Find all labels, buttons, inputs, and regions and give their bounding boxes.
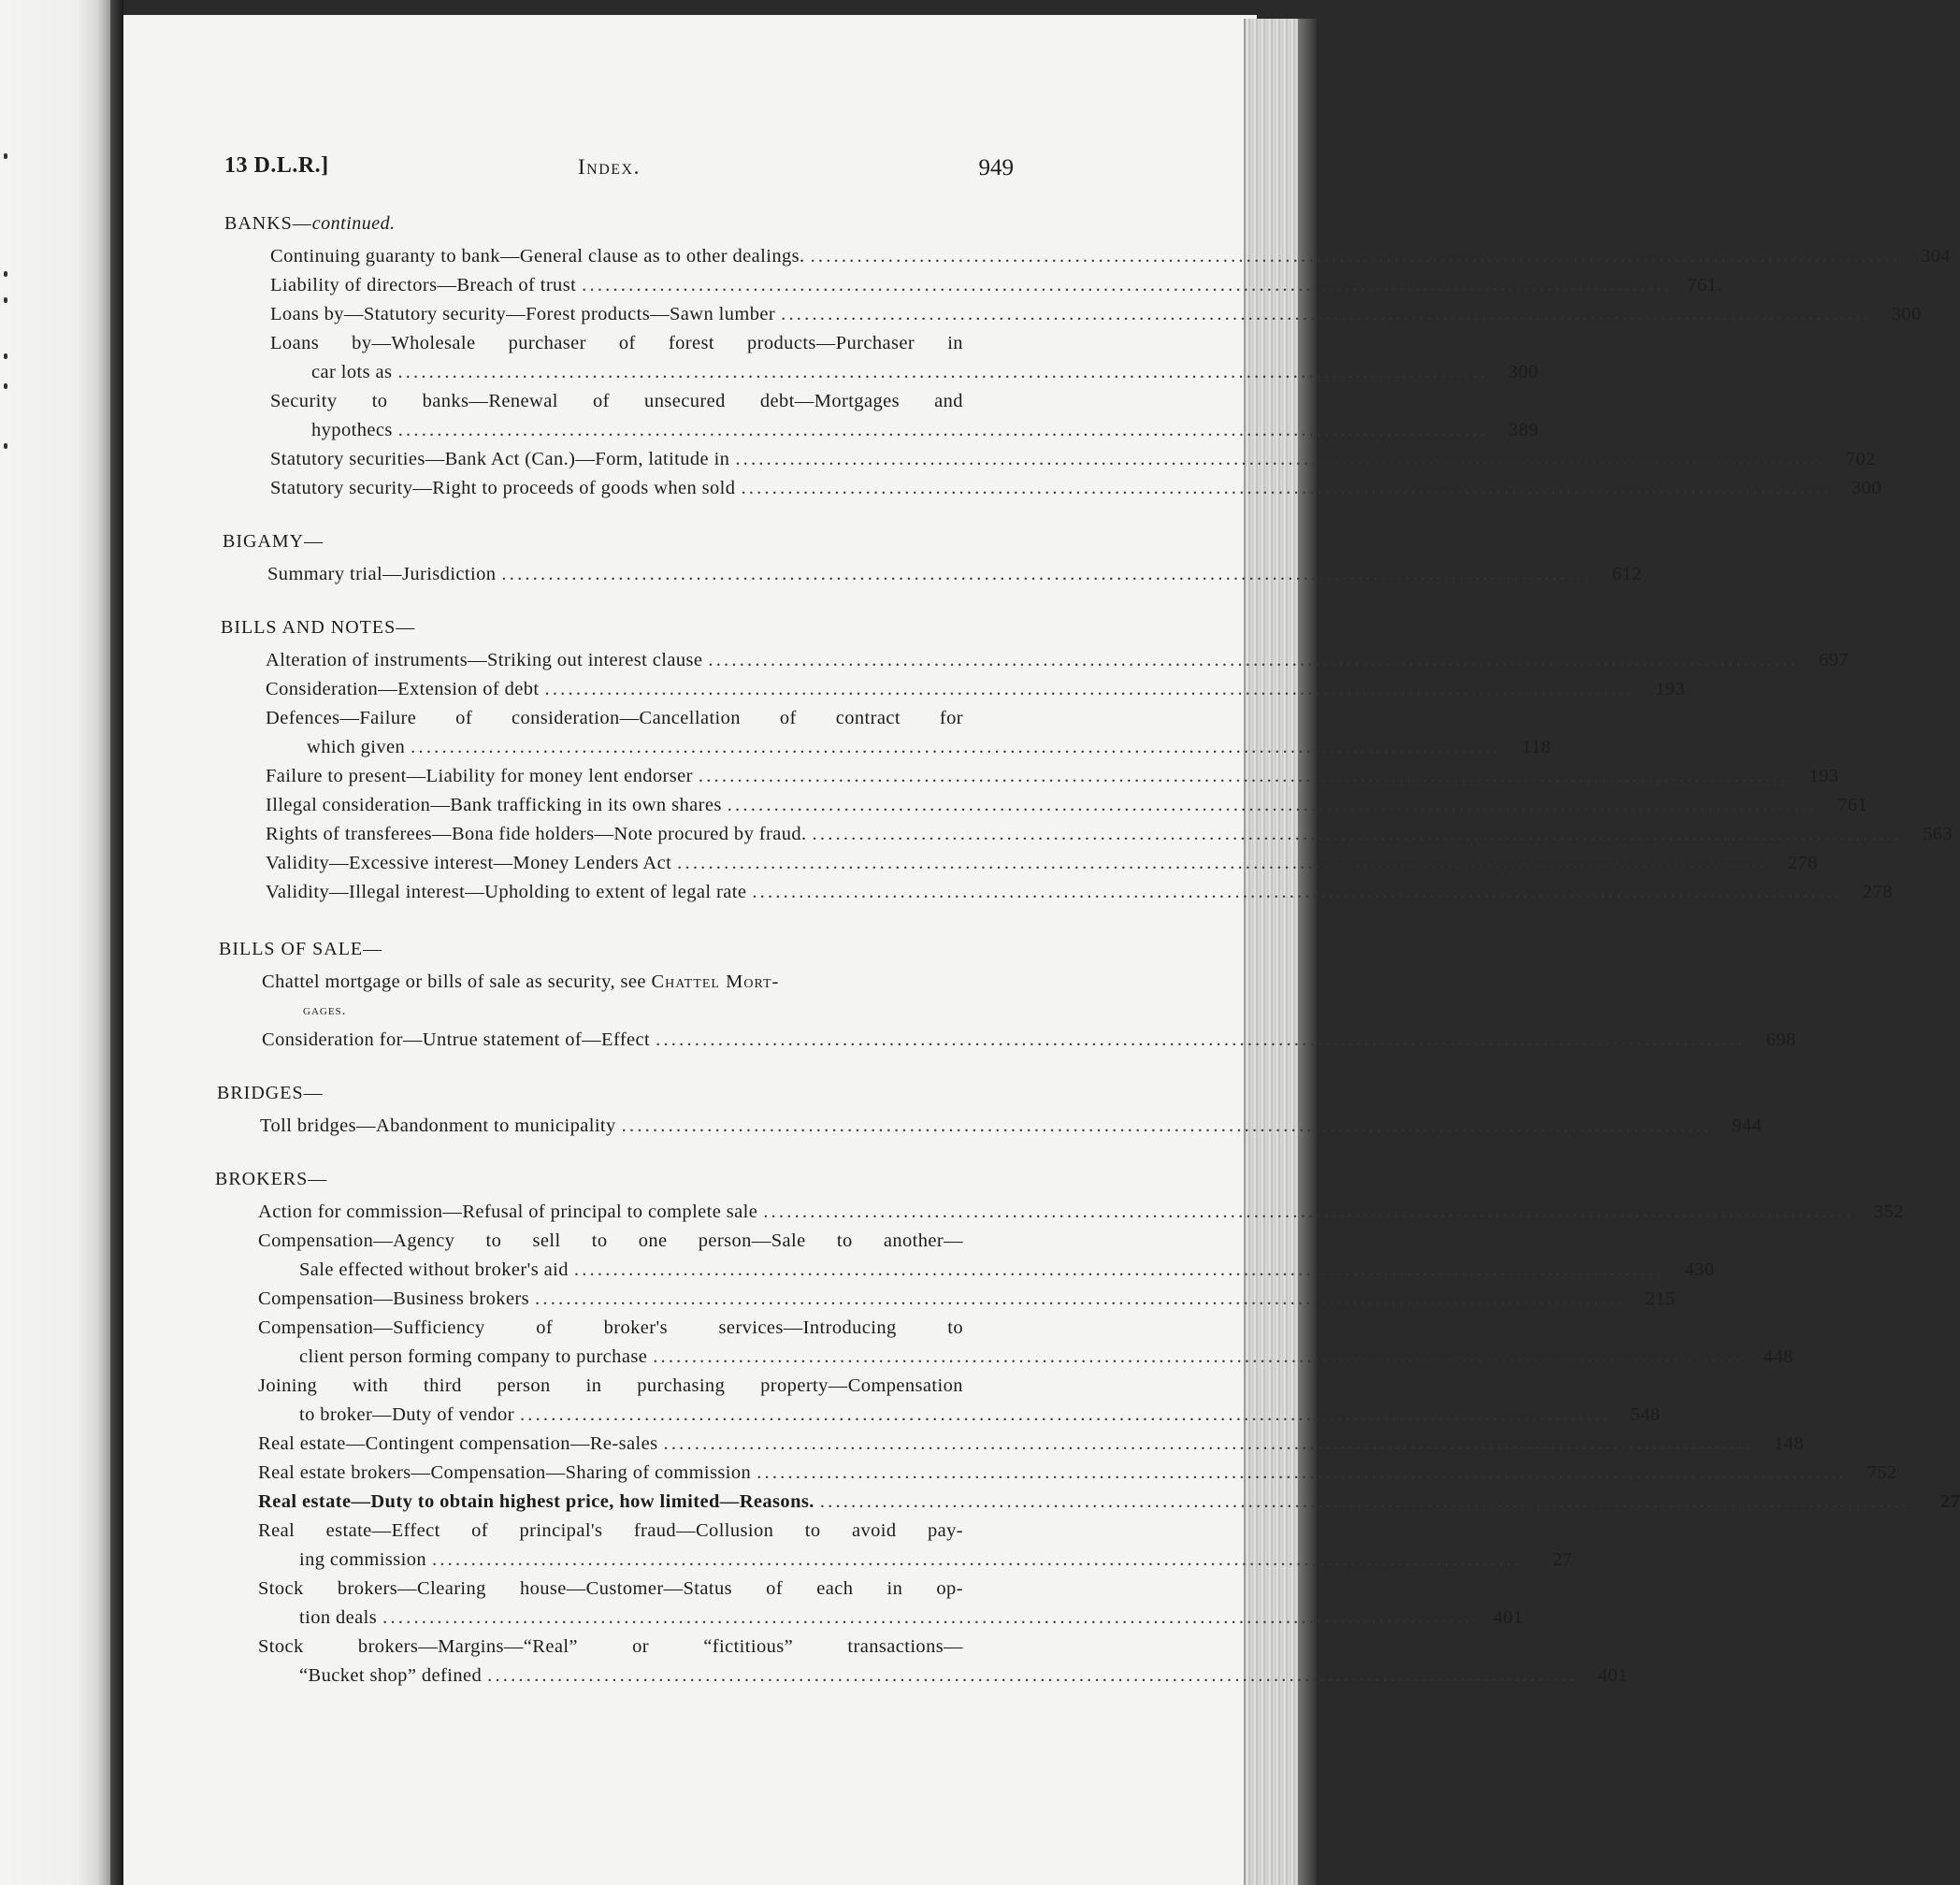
entry-text: Statutory security—Right to proceeds of goods when sold [270, 478, 736, 498]
index-entry [262, 971, 1008, 1022]
entry-line [258, 1288, 1676, 1310]
leader-dots: ............................................................................................................................................ [752, 882, 1842, 902]
section-heading [221, 617, 415, 639]
entry-line [258, 1317, 1008, 1339]
index-entry [270, 390, 1539, 441]
section-heading-text: BROKERS— [215, 1169, 328, 1189]
entry-text: Loans by—Statutory security—Forest products—Sawn lumber [270, 304, 776, 324]
entry-text: Compensation—Sufficiency of broker's services—Introducing to [258, 1317, 963, 1338]
entry-line [258, 1201, 1904, 1223]
leader-dots: ............................................................................................................................................ [698, 766, 1789, 786]
continued-label: continued. [311, 213, 396, 234]
volume-label: 13 D.L.R.] [224, 153, 329, 178]
page-ref[interactable]: 702 [1845, 449, 1876, 469]
entry-text: to broker—Duty of vendor [299, 1404, 514, 1425]
entry-line [266, 823, 1953, 845]
section-heading [215, 1169, 327, 1190]
leader-dots: ............................................................................................................................................ [573, 1259, 1665, 1280]
index-entry [258, 1490, 1960, 1513]
book-edge-shadow [1298, 19, 1317, 1885]
entry-line [270, 361, 1538, 383]
entry-text: Compensation—Agency to sell to one person—Sale to another— [258, 1230, 963, 1251]
page-ref[interactable]: 430 [1684, 1259, 1715, 1280]
leader-dots: ............................................................................................................................................ [621, 1115, 1712, 1136]
page-ref[interactable]: 697 [1818, 650, 1849, 670]
index-entry [266, 765, 1839, 787]
entry-text: Sale effected without broker's aid [299, 1259, 569, 1280]
entry-text: Rights of transferees—Bona fide holders—Note procured by fraud. [266, 824, 807, 844]
index-entry [266, 852, 1818, 874]
leader-dots: ............................................................................................................................................ [519, 1404, 1610, 1425]
entry-line [258, 1548, 1573, 1571]
entry-line [266, 707, 1008, 729]
index-entry [270, 448, 1876, 470]
entry-line [266, 765, 1839, 787]
entry-line [266, 736, 1551, 758]
page-ref[interactable]: 548 [1630, 1404, 1661, 1425]
leader-dots: ............................................................................................................................................ [582, 275, 1672, 295]
entry-text: hypothecs [311, 420, 393, 440]
entry-line [270, 390, 1008, 412]
entry-line [266, 649, 1849, 671]
entry-line [270, 274, 1722, 296]
entry-text: “Bucket shop” defined [299, 1665, 483, 1686]
index-entry [266, 794, 1868, 816]
page-edges [1244, 19, 1300, 1885]
page-ref[interactable]: 352 [1873, 1202, 1904, 1222]
page-ref[interactable]: 278 [1862, 882, 1893, 902]
page-ref[interactable]: 148 [1774, 1433, 1804, 1454]
page-title: Index. [578, 155, 641, 179]
section-heading [223, 531, 324, 553]
index-entry [266, 881, 1893, 903]
index-entry [258, 1288, 1676, 1310]
entry-text: Defences—Failure of consideration—Cancellation of contract for [266, 708, 963, 728]
page-ref[interactable]: 300 [1851, 478, 1881, 498]
index-entry [258, 1317, 1794, 1368]
page-ref[interactable]: 215 [1645, 1288, 1676, 1309]
index-entry [258, 1519, 1573, 1571]
leader-dots: ............................................................................................................................................ [382, 1607, 1473, 1628]
leader-dots: ............................................................................................................................................ [727, 795, 1818, 815]
leader-dots: ............................................................................................................................................ [501, 564, 1592, 584]
entry-line [266, 678, 1686, 700]
page-number: 949 [978, 155, 1014, 180]
previous-page-edge [0, 0, 110, 1885]
leader-dots: ............................................................................................................................................ [544, 679, 1636, 699]
entry-text: Illegal consideration—Bank trafficking in its own shares [266, 795, 722, 815]
entry-text: Consideration—Extension of debt [266, 679, 540, 699]
leader-dots: ............................................................................................................................................ [677, 853, 1767, 873]
index-entry [258, 1374, 1661, 1426]
index-entry [258, 1432, 1804, 1455]
leader-dots: ............................................................................................................................................ [819, 1491, 1910, 1512]
scan-speck [4, 353, 7, 359]
entry-text: gages. [303, 1003, 347, 1018]
entry-line [258, 1432, 1804, 1455]
index-entry [266, 823, 1953, 845]
entry-line [260, 1115, 1763, 1137]
leader-dots: ............................................................................................................................................ [708, 650, 1798, 670]
entry-text: Liability of directors—Breach of trust [270, 275, 577, 295]
leader-dots: ............................................................................................................................................ [781, 304, 1871, 324]
entry-line [270, 303, 1922, 325]
entry-text: Real estate—Effect of principal's fraud—Collusion to avoid pay- [258, 1520, 963, 1541]
entry-text: Stock brokers—Margins—“Real” or “fictitious” transactions— [258, 1636, 963, 1657]
page-ref[interactable]: 761 [1838, 795, 1868, 815]
page-ref[interactable]: 401 [1492, 1607, 1523, 1628]
page-ref[interactable]: 278 [1787, 853, 1818, 873]
entry-line [270, 245, 1952, 267]
entry-text: Consideration for—Untrue statement of—Effect [262, 1029, 651, 1050]
index-entry [258, 1577, 1523, 1629]
section-heading [219, 939, 382, 960]
index-entry [262, 1029, 1796, 1051]
entry-line [266, 881, 1893, 903]
entry-line [258, 1490, 1960, 1513]
entry-text: Alteration of instruments—Striking out interest clause [266, 650, 703, 670]
leader-dots: ............................................................................................................................................ [487, 1665, 1578, 1686]
page-ref[interactable]: 761. [1687, 275, 1722, 295]
entry-line [262, 971, 1008, 993]
section-heading [224, 213, 396, 235]
index-entry [270, 332, 1538, 383]
entry-text: car lots as [311, 362, 393, 382]
page-ref[interactable]: 401 [1597, 1665, 1628, 1686]
leader-dots: ............................................................................................................................................ [656, 1029, 1746, 1050]
page-ref[interactable]: 193 [1655, 679, 1686, 699]
leader-dots: ............................................................................................................................................ [735, 449, 1825, 469]
section-heading [217, 1083, 324, 1104]
entry-text: client person forming company to purchase [299, 1346, 648, 1367]
entry-line [258, 1461, 1897, 1484]
entry-text: Summary trial—Jurisdiction [267, 564, 497, 584]
index-entry [266, 707, 1551, 758]
entry-line [270, 332, 1008, 354]
leader-dots: ............................................................................................................................................ [432, 1549, 1522, 1570]
entry-line [270, 419, 1539, 441]
entry-line [266, 794, 1868, 816]
page-ref[interactable]: 300 [1891, 304, 1922, 324]
page-ref[interactable]: 193 [1809, 766, 1839, 786]
entry-line [258, 1374, 1008, 1397]
index-entry [270, 303, 1922, 325]
page-ref[interactable]: 118 [1521, 737, 1551, 757]
page-ref[interactable]: 612 [1611, 564, 1642, 584]
page-ref[interactable]: 698 [1765, 1029, 1796, 1050]
entry-text: Chattel mortgage or bills of sale as security, see [262, 971, 646, 992]
scan-speck [4, 383, 7, 389]
page-ref[interactable]: 27 [1552, 1549, 1573, 1570]
entry-line [258, 1230, 1008, 1252]
scan-speck [4, 297, 7, 303]
entry-text: tion deals [299, 1607, 378, 1628]
page-ref[interactable]: 300 [1507, 362, 1538, 382]
entry-text: Statutory securities—Bank Act (Can.)—Form, latitude in [270, 449, 730, 469]
leader-dots: ............................................................................................................................................ [741, 478, 1831, 498]
index-entry [260, 1115, 1763, 1137]
leader-dots: ............................................................................................................................................ [810, 246, 1901, 266]
entry-text: Stock brokers—Clearing house—Customer—Status of each in op- [258, 1578, 963, 1599]
index-entry [258, 1201, 1904, 1223]
index-entry [258, 1635, 1628, 1687]
entry-text: Real estate—Duty to obtain highest price, how limited—Reasons. [258, 1491, 814, 1512]
index-entry [270, 245, 1952, 267]
page-ref[interactable]: 448 [1763, 1346, 1794, 1367]
scan-speck [4, 271, 7, 277]
leader-dots: ............................................................................................................................................ [757, 1462, 1847, 1483]
entry-line [262, 1029, 1796, 1051]
leader-dots: ............................................................................................................................................ [763, 1202, 1853, 1222]
index-entry [270, 274, 1722, 296]
entry-text: Validity—Excessive interest—Money Lenders Act [266, 853, 672, 873]
entry-text: Validity—Illegal interest—Upholding to extent of legal rate [266, 882, 747, 902]
scan-speck [4, 153, 7, 159]
page-ref[interactable]: 304 [1921, 246, 1952, 266]
running-head [224, 153, 1014, 191]
entry-line [258, 1577, 1008, 1600]
entry-text: Compensation—Business brokers [258, 1288, 530, 1309]
page-ref[interactable]: 752 [1866, 1462, 1897, 1483]
section-heading-text: BILLS OF SALE— [219, 939, 383, 959]
entry-text: Action for commission—Refusal of principal to complete sale [258, 1202, 758, 1222]
leader-dots: ............................................................................................................................................ [397, 420, 1489, 440]
page-ref[interactable]: 389 [1508, 420, 1539, 440]
entry-text: Loans by—Wholesale purchaser of forest products—Purchaser in [270, 333, 963, 353]
entry-text: Security to banks—Renewal of unsecured debt—Mortgages and [270, 391, 963, 411]
entry-line [258, 1635, 1008, 1658]
leader-dots: ............................................................................................................................................ [653, 1346, 1743, 1367]
scan-speck [4, 443, 7, 449]
page-ref[interactable]: 27 [1939, 1491, 1960, 1512]
entry-text: Joining with third person in purchasing property—Compensation [258, 1375, 963, 1396]
section-heading-text: BRIDGES— [217, 1083, 324, 1103]
entry-line [266, 852, 1818, 874]
entry-line [258, 1606, 1523, 1629]
index-entry [267, 563, 1642, 585]
page-ref[interactable]: 944 [1732, 1115, 1763, 1136]
section-heading-text: BIGAMY— [223, 531, 324, 552]
index-entry [258, 1461, 1897, 1484]
entry-line [267, 563, 1642, 585]
leader-dots: ............................................................................................................................................ [535, 1288, 1625, 1309]
entry-line [262, 1000, 1008, 1022]
section-heading-text: BILLS AND NOTES— [221, 617, 416, 638]
entry-line [258, 1345, 1794, 1368]
cross-reference-link[interactable]: Chattel Mort- [651, 971, 780, 992]
entry-line [258, 1403, 1661, 1426]
leader-dots: ............................................................................................................................................ [812, 824, 1903, 844]
index-entry [266, 649, 1849, 671]
entry-text: Failure to present—Liability for money lent endorser [266, 766, 693, 786]
section-heading-text: BANKS— [224, 213, 312, 234]
leader-dots: ............................................................................................................................................ [411, 737, 1501, 757]
entry-line [258, 1664, 1628, 1687]
entry-text: Real estate—Contingent compensation—Re-sales [258, 1433, 658, 1454]
book-gutter [110, 0, 123, 1885]
leader-dots: ............................................................................................................................................ [663, 1433, 1753, 1454]
entry-text: Real estate brokers—Compensation—Sharing of commission [258, 1462, 752, 1483]
entry-line [270, 477, 1881, 499]
entry-line [270, 448, 1876, 470]
leader-dots: ............................................................................................................................................ [397, 362, 1488, 382]
entry-text: Toll bridges—Abandonment to municipality [260, 1115, 616, 1136]
index-entry [270, 477, 1881, 499]
index-entry [258, 1230, 1715, 1281]
entry-text: ing commission [299, 1549, 427, 1570]
index-entry [266, 678, 1686, 700]
page-ref[interactable]: 563 [1923, 824, 1953, 844]
entry-text: Continuing guaranty to bank—General clause as to other dealings. [270, 246, 805, 266]
entry-text: which given [307, 737, 406, 757]
entry-line [258, 1519, 1008, 1542]
entry-line [258, 1259, 1715, 1281]
